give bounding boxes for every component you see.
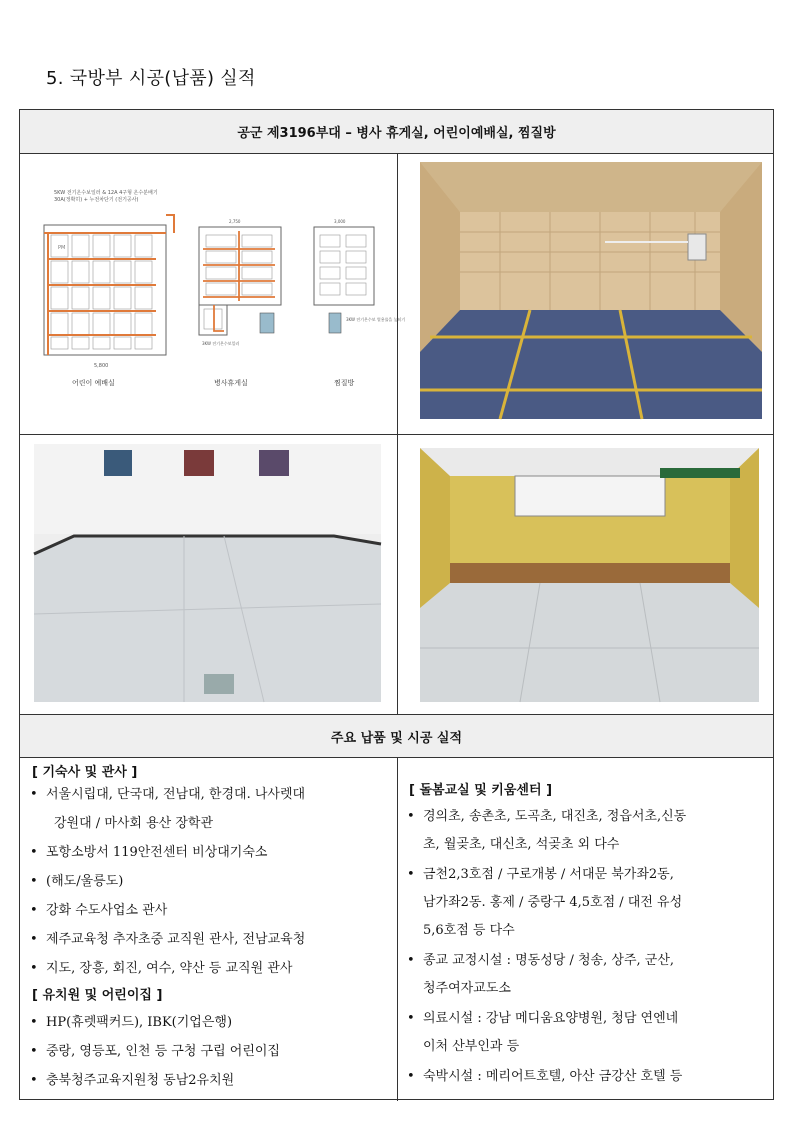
plan-note-top2: 30A(정확히) + 누전차단기 (전기공사) xyxy=(54,197,139,203)
section-dormitory: [ 기숙사 및 관사 ] xyxy=(32,765,138,780)
white-room-photo xyxy=(34,444,381,702)
left-results-column: [ 기숙사 및 관사 ] • 서울시립대, 단국대, 전남대, 한경대. 나사렛대 강원대 / 마사회 용산 장학관 • 포항소방서 119안전센터 비상대기숙소 • (해도/울릉도) • 강화 수도사업소 관사 • 제주교육청 추자초중 교직원 관사, 전남교육청 • 지도, 장흥, 회진, 여수, 약산 등 교직원 관사 [ 유치원 및 어린이집 ] • HP(휴렛팩커드), IBK(기업은행) • 중랑, 영등포, 인천 등 구청 구립 어린이집 • 충북청주교육지원청 동남2유치원 xyxy=(30,765,306,1088)
hall-photo xyxy=(420,448,759,702)
plan-label-mid: 병사휴게실 xyxy=(214,379,248,387)
plan-dim-b: 2,750 xyxy=(229,219,241,224)
wood-room-photo xyxy=(420,162,762,419)
plan-note-right: 3KW 전기온수보 열용률을 높히기 xyxy=(346,317,406,322)
floor-plan-drawing xyxy=(34,185,406,400)
plan-note-top: 5KW 전기온수보일러 & 12A 4구형 온수분배기 xyxy=(54,190,158,196)
project-header: 공군 제3196부대 – 병사 휴게실, 어린이예배실, 찜질방 xyxy=(20,110,773,154)
results-header: 주요 납품 및 시공 실적 xyxy=(20,714,773,758)
plan-label-right: 찜질방 xyxy=(334,379,355,387)
results-table xyxy=(19,109,774,1100)
results-column-divider xyxy=(397,758,398,1101)
section-care-center: [ 돌봄교실 및 키움센터 ] xyxy=(409,783,553,798)
plan-note-mid: 3KW 전기온수보일러 xyxy=(202,341,240,346)
section-kindergarten: [ 유치원 및 어린이집 ] xyxy=(32,988,163,1003)
plan-label-left: 어린이 예배실 xyxy=(72,379,115,387)
plan-tile-label: PM xyxy=(58,245,66,251)
page-title: 5. 국방부 시공(납품) 실적 xyxy=(46,68,256,89)
plan-dim-a: 5,800 xyxy=(94,363,109,369)
right-results-column: [ 돌봄교실 및 키움센터 ] • 경의초, 송촌초, 도곡초, 대진초, 정읍서초,신동 초, 월곶초, 대신초, 석곶초 외 다수 • 금천2,3호점 / 구로개봉 / 서대문 북가좌2동, 남가좌2동. 홍제 / 중랑구 4,5호점 / 대전 유성 5,6호점 등 다수 • 종교 교정시설 : 명동성당 / 청송, 상주, 군산, 청주여자교도소 • 의료시설 : 강남 메디움요양병원, 청담 연엔네 이처 산부인과 등 • 숙박시설 : 메리어트호텔, 아산 금강산 호텔 등 xyxy=(407,783,687,1084)
row-divider xyxy=(20,434,773,435)
plan-dim-c: 3,000 xyxy=(334,219,346,224)
